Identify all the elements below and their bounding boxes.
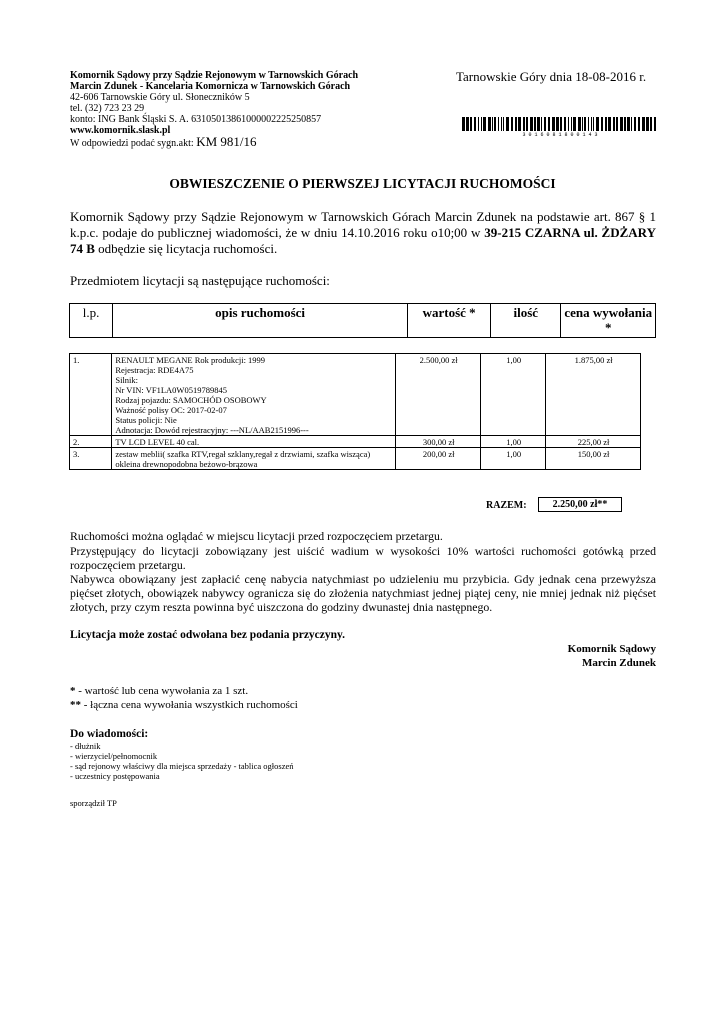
col-opis: opis ruchomości <box>113 304 408 338</box>
intro-text-1: Komornik Sądowy przy Sądzie Rejonowym w Tarnowskich Górach Marcin Zdunek na podstawie art. 867 § 1 k.p.c. podaje do publicznej wiadomości, że w dniu 14.10.2016 roku o10;00 w <box>70 209 656 240</box>
item-desc <box>112 436 396 448</box>
item-wartosc: 200,00 zł <box>396 448 481 470</box>
col-wartosc: wartość * <box>408 304 491 338</box>
subject-line: Przedmiotem licytacji są następujące ruchomości: <box>70 273 330 288</box>
place-date: Tarnowskie Góry dnia 18-08-2016 r. <box>456 69 647 84</box>
item-lp: 3. <box>70 448 112 470</box>
item-desc-line: zestaw meblii( szafka RTV,regał szklany,regał z drzwiami, szafka wisząca) okleina drewnopodobna beżowo-brązowa <box>115 449 371 469</box>
item-wartosc: 300,00 zł <box>396 436 481 448</box>
recipient-item: - sąd rejonowy właściwy dla miejsca sprzedaży - tablica ogłoszeń <box>70 761 294 771</box>
header-account: konto: ING Bank Śląski S. A. 63105013861000002225250857 <box>70 114 322 125</box>
office-header <box>70 70 400 149</box>
items-table <box>69 353 641 470</box>
item-cena: 225,00 zł <box>546 436 641 448</box>
footnote-1-text: - wartość lub cena wywołania za 1 szt. <box>75 685 249 697</box>
item-lp: 2. <box>70 436 112 448</box>
header-phone: tel. (32) 723 23 29 <box>70 103 145 114</box>
header-line2: Marcin Zdunek - Kancelaria Komornicza w Tarnowskich Górach <box>70 81 351 92</box>
footnote-1-mark: * <box>70 685 76 697</box>
header-address: 42-606 Tarnowskie Góry ul. Słoneczników 5 <box>70 92 250 103</box>
header-line1: Komornik Sądowy przy Sądzie Rejonowym w Tarnowskich Górach <box>70 70 359 81</box>
signature-line1: Komornik Sądowy <box>567 643 656 655</box>
recipients-list <box>70 741 294 781</box>
table-row <box>70 436 641 448</box>
recipient-item: - uczestnicy postępowania <box>70 771 160 781</box>
total-label: RAZEM: <box>486 500 527 511</box>
recipient-item: - dłużnik <box>70 741 101 751</box>
item-lp: 1. <box>70 354 112 436</box>
item-ilosc: 1,00 <box>481 448 546 470</box>
footnote-2-text: - łączna cena wywołania wszystkich ruchomości <box>81 699 298 711</box>
item-desc-line: Silnik: <box>115 375 139 385</box>
items-table-header <box>69 303 656 338</box>
col-cena: cena wywołania * <box>561 304 656 338</box>
notice-intro <box>70 209 656 257</box>
table-row <box>70 448 641 470</box>
item-desc <box>112 354 396 436</box>
case-reference <box>70 136 400 149</box>
barcode-image <box>462 117 658 137</box>
viewing-paragraph: Ruchomości można oglądać w miejscu licytacji przed rozpoczęciem przetargu. <box>70 529 443 543</box>
item-desc <box>112 448 396 470</box>
footnote-2-mark: ** <box>70 699 81 711</box>
col-lp: l.p. <box>70 304 113 338</box>
item-ilosc: 1,00 <box>481 354 546 436</box>
table-row <box>70 354 641 436</box>
case-reference-label: W odpowiedzi podać sygn.akt: <box>70 138 194 149</box>
item-wartosc: 2.500,00 zł <box>396 354 481 436</box>
payment-paragraph: Nabywca obowiązany jest zapłacić cenę nabycia natychmiast po udzieleniu mu przybicia. Gdy jednak cena przewyższa pięćset złotych, obowiązek nabywcy ogranicza się do złożenia natychmiast jednej piątej ceny, nie mniej jednak niż pięćset złotych, przy czym reszta powinna być uiszczona do godziny dwunastej dnia następnego. <box>70 572 656 614</box>
recipient-item: - wierzyciel/pełnomocnik <box>70 751 158 761</box>
item-desc-line: Rodzaj pojazdu: SAMOCHÓD OSOBOWY <box>115 395 267 405</box>
signature-line2: Marcin Zdunek <box>581 657 656 669</box>
total-value: 2.250,00 zł** <box>538 497 622 512</box>
notice-title: OBWIESZCZENIE O PIERWSZEJ LICYTACJI RUCHOMOŚCI <box>169 176 556 191</box>
footnote-2 <box>70 698 298 712</box>
col-ilosc: ilość <box>491 304 561 338</box>
intro-text-2: odbędzie się licytacja ruchomości. <box>94 241 278 256</box>
item-desc-line: TV LCD LEVEL 40 cal. <box>115 437 200 447</box>
item-desc-line: Status policji: Nie <box>115 415 177 425</box>
item-desc-line: Adnotacja: Dowód rejestracyjny: ---NL/AAB2151996--- <box>115 425 309 435</box>
footnote-1 <box>70 684 248 698</box>
item-cena: 1.875,00 zł <box>546 354 641 436</box>
deposit-paragraph: Przystępujący do licytacji zobowiązany jest uiścić wadium w wysokości 10% wartości ruchomości gotówką przed rozpoczęciem przetargu. <box>70 544 656 572</box>
prepared-by: sporządził TP <box>70 798 117 808</box>
item-cena: 150,00 zł <box>546 448 641 470</box>
case-reference-number: KM 981/16 <box>196 134 257 149</box>
item-desc-line: RENAULT MEGANE Rok produkcji: 1999 <box>115 355 266 365</box>
cancel-notice: Licytacja może zostać odwołana bez podania przyczyny. <box>70 629 346 641</box>
barcode-digits: 3 0 1 6 0 8 1 8 0 0 1 4 3 <box>522 132 598 137</box>
recipients-heading: Do wiadomości: <box>70 728 149 740</box>
item-desc-line: Ważność polisy OC: 2017-02-07 <box>115 405 227 415</box>
item-ilosc: 1,00 <box>481 436 546 448</box>
auction-location: 39-215 CZARNA ul. ŻDŻARY 74 B <box>70 225 656 256</box>
signature <box>568 642 656 670</box>
header-website: www.komornik.slask.pl <box>70 125 171 136</box>
item-desc-line: Nr VIN: VF1LA0W0519789845 <box>115 385 227 395</box>
item-desc-line: Rejestracja: RDE4A75 <box>115 365 194 375</box>
